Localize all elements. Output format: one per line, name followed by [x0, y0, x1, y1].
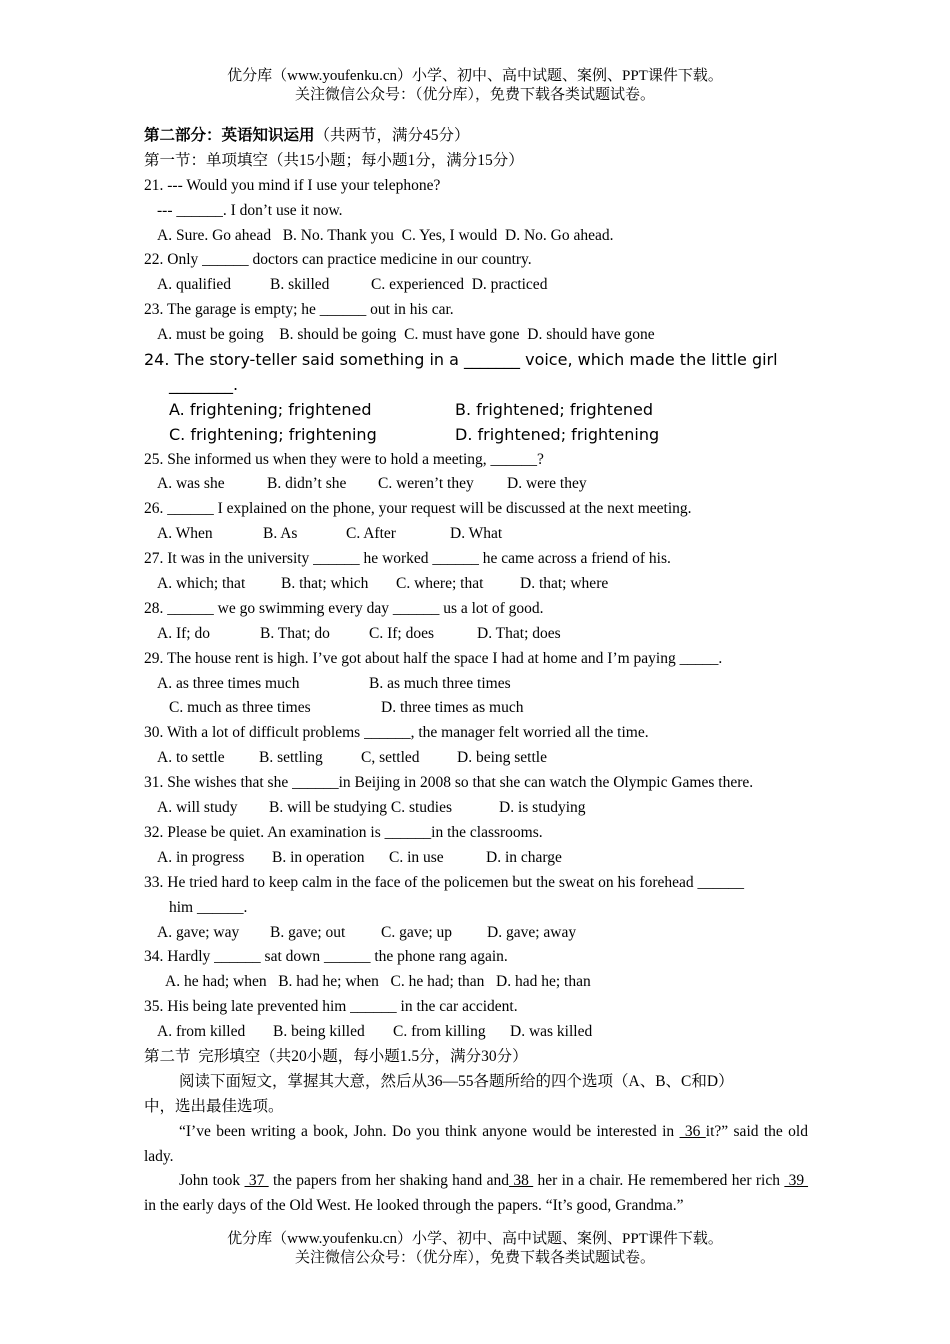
- q35-option-a: A. from killed: [157, 1023, 246, 1041]
- q32-option-b: B. in operation: [272, 848, 365, 866]
- passage-p1-text-end: it?” said the old lady.: [144, 1122, 808, 1165]
- part2-title-bold: 第二部分：英语知识运用: [144, 127, 315, 144]
- q35-option-c: C. from killing: [393, 1023, 486, 1041]
- q24-option-d: D. frightened; frightening: [455, 424, 660, 444]
- passage-p2-text-a: John took: [179, 1172, 245, 1190]
- q28-options: [144, 622, 808, 647]
- q34-options: A. he had; when B. had he; when C. he had; than D. had he; than: [165, 973, 591, 991]
- passage-p2-text-c: her in a chair. He remembered her: [533, 1172, 752, 1190]
- q25-option-a: A. was she: [157, 475, 225, 493]
- q33-options: [144, 921, 808, 946]
- q26-option-c: C. After: [346, 525, 396, 543]
- exam-content: [144, 124, 808, 1219]
- header-line-1: 优分库（www.youfenku.cn）小学、初中、高中试题、案例、PPT课件下载。: [227, 68, 723, 84]
- q22-option-cd: C. experienced D. practiced: [371, 276, 548, 294]
- q33-option-b: B. gave; out: [270, 923, 346, 941]
- page-header: [0, 67, 950, 105]
- q26-option-b: B. As: [263, 525, 298, 543]
- q26-stem: 26. ______ I explained on the phone, your request will be discussed at the next meeting.: [144, 500, 692, 518]
- q25-stem: 25. She informed us when they were to hold a meeting, ______?: [144, 450, 544, 468]
- q35-option-d: D. was killed: [510, 1023, 593, 1041]
- q27-option-b: B. that; which: [281, 575, 369, 593]
- blank-36: 36: [679, 1122, 706, 1140]
- q30-stem: 30. With a lot of difficult problems ______, the manager felt worried all the time.: [144, 724, 649, 742]
- passage-p1-text: “I’ve been writing a book, John. Do you think anyone would be interested in: [179, 1122, 680, 1140]
- q31-option-d: D. is studying: [499, 799, 586, 817]
- q23-options: A. must be going B. should be going C. must have gone D. should have gone: [157, 326, 655, 344]
- q30-option-b: B. settling: [259, 749, 323, 767]
- q32-option-a: A. in progress: [157, 848, 245, 866]
- q33-option-d: D. gave; away: [487, 923, 577, 941]
- blank-37: 37: [244, 1172, 269, 1190]
- passage-paragraph-2: [144, 1169, 808, 1219]
- q29-option-c: C. much as three times: [169, 699, 311, 717]
- q26-option-a: A. When: [157, 525, 213, 543]
- section2-instruction-cont: 中，选出最佳选项。: [144, 1097, 284, 1115]
- q31-option-bc: B. will be studying C. studies: [269, 799, 452, 817]
- q27-stem: 27. It was in the university ______ he worked ______ he came across a friend of his.: [144, 550, 671, 568]
- q30-option-a: A. to settle: [157, 749, 225, 767]
- q34-stem: 34. Hardly ______ sat down ______ the phone rang again.: [144, 948, 508, 966]
- part2-title-rest: （共两节，满分45分）: [314, 127, 470, 144]
- q25-options: [144, 472, 808, 497]
- q30-option-d: D. being settle: [457, 749, 547, 767]
- q31-stem: 31. She wishes that she ______in Beijing in 2008 so that she can watch the Olympic Games there.: [144, 774, 754, 792]
- q25-option-d: D. were they: [507, 475, 587, 493]
- q32-option-c: C. in use: [389, 848, 444, 866]
- q21-stem: 21. --- Would you mind if I use your telephone?: [144, 176, 441, 194]
- q33-stem-cont: him ______.: [169, 898, 248, 916]
- q35-stem: 35. His being late prevented him ______ in the car accident.: [144, 998, 518, 1016]
- q32-option-d: D. in charge: [486, 848, 562, 866]
- passage-paragraph-1: [144, 1120, 808, 1170]
- q24-options-cd: [144, 423, 808, 448]
- q22-option-a: A. qualified: [157, 276, 232, 294]
- section2-title: 第二节 完形填空（共20小题，每小题1.5分，满分30分）: [144, 1047, 528, 1065]
- q31-option-a: A. will study: [157, 799, 238, 817]
- q30-options: [144, 746, 808, 771]
- header-line-2: 关注微信公众号：（优分库），免费下载各类试题试卷。: [294, 87, 655, 103]
- q24-option-a: A. frightening; frightened: [169, 399, 372, 419]
- page-footer: [0, 1230, 950, 1268]
- passage-p2-text-b: the papers from her shaking hand and: [268, 1172, 510, 1190]
- footer-line-1: 优分库（www.youfenku.cn）小学、初中、高中试题、案例、PPT课件下载。: [227, 1231, 723, 1247]
- passage-p2-text-e: in the early days of the Old West. He looked through the papers. “It’s good, Grandma.”: [144, 1197, 684, 1215]
- q24-options-ab: [144, 398, 808, 423]
- q27-option-a: A. which; that: [157, 575, 246, 593]
- q23-stem: 23. The garage is empty; he ______ out in his car.: [144, 301, 454, 319]
- q28-stem: 28. ______ we go swimming every day ______ us a lot of good.: [144, 599, 544, 617]
- blank-38: 38: [509, 1172, 534, 1190]
- q31-options: [144, 796, 808, 821]
- q25-option-b: B. didn’t she: [267, 475, 347, 493]
- q21-options: A. Sure. Go ahead B. No. Thank you C. Yes, I would D. No. Go ahead.: [157, 226, 614, 244]
- q25-option-c: C. weren’t they: [378, 475, 474, 493]
- q29-stem: 29. The house rent is high. I’ve got about half the space I had at home and I’m paying _____.: [144, 649, 723, 667]
- q26-options: [144, 522, 808, 547]
- q22-option-b: B. skilled: [270, 276, 330, 294]
- q24-option-b: B. frightened; frightened: [455, 399, 654, 419]
- blank-39: 39: [784, 1172, 809, 1190]
- q28-option-a: A. If; do: [157, 624, 210, 642]
- section1-title: 第一节：单项填空（共15小题；每小题1分，满分15分）: [144, 151, 524, 169]
- q35-options: [144, 1020, 808, 1045]
- q32-options: [144, 846, 808, 871]
- q33-option-a: A. gave; way: [157, 923, 240, 941]
- q30-option-c: C, settled: [361, 749, 420, 767]
- q22-options: [144, 273, 808, 298]
- q28-option-c: C. If; does: [369, 624, 435, 642]
- q26-option-d: D. What: [450, 525, 503, 543]
- q24-stem-cont: ________.: [169, 374, 239, 394]
- q32-stem: 32. Please be quiet. An examination is ______in the classrooms.: [144, 823, 543, 841]
- q27-options: [144, 572, 808, 597]
- part2-title: [144, 124, 808, 149]
- q21-reply: --- ______. I don’t use it now.: [157, 201, 343, 219]
- q28-option-b: B. That; do: [260, 624, 330, 642]
- q29-options-ab: [144, 672, 808, 697]
- q35-option-b: B. being killed: [273, 1023, 365, 1041]
- q29-option-b: B. as much three times: [369, 674, 511, 692]
- q27-option-d: D. that; where: [520, 575, 609, 593]
- q28-option-d: D. That; does: [477, 624, 561, 642]
- passage-p2-text-d: rich: [755, 1172, 785, 1190]
- q33-option-c: C. gave; up: [381, 923, 453, 941]
- q33-stem: 33. He tried hard to keep calm in the face of the policemen but the sweat on his forehead ______: [144, 873, 744, 891]
- q29-option-d: D. three times as much: [381, 699, 524, 717]
- section2-instruction: 阅读下面短文，掌握其大意，然后从36—55各题所给的四个选项（A、B、C和D）: [179, 1072, 734, 1090]
- footer-line-2: 关注微信公众号：（优分库），免费下载各类试题试卷。: [294, 1250, 655, 1266]
- q22-stem: 22. Only ______ doctors can practice medicine in our country.: [144, 251, 532, 269]
- q27-option-c: C. where; that: [396, 575, 484, 593]
- q29-options-cd: [144, 696, 808, 721]
- q24-stem: 24. The story-teller said something in a _______ voice, which made the little girl: [144, 350, 778, 370]
- q29-option-a: A. as three times much: [157, 674, 300, 692]
- q24-option-c: C. frightening; frightening: [169, 424, 377, 444]
